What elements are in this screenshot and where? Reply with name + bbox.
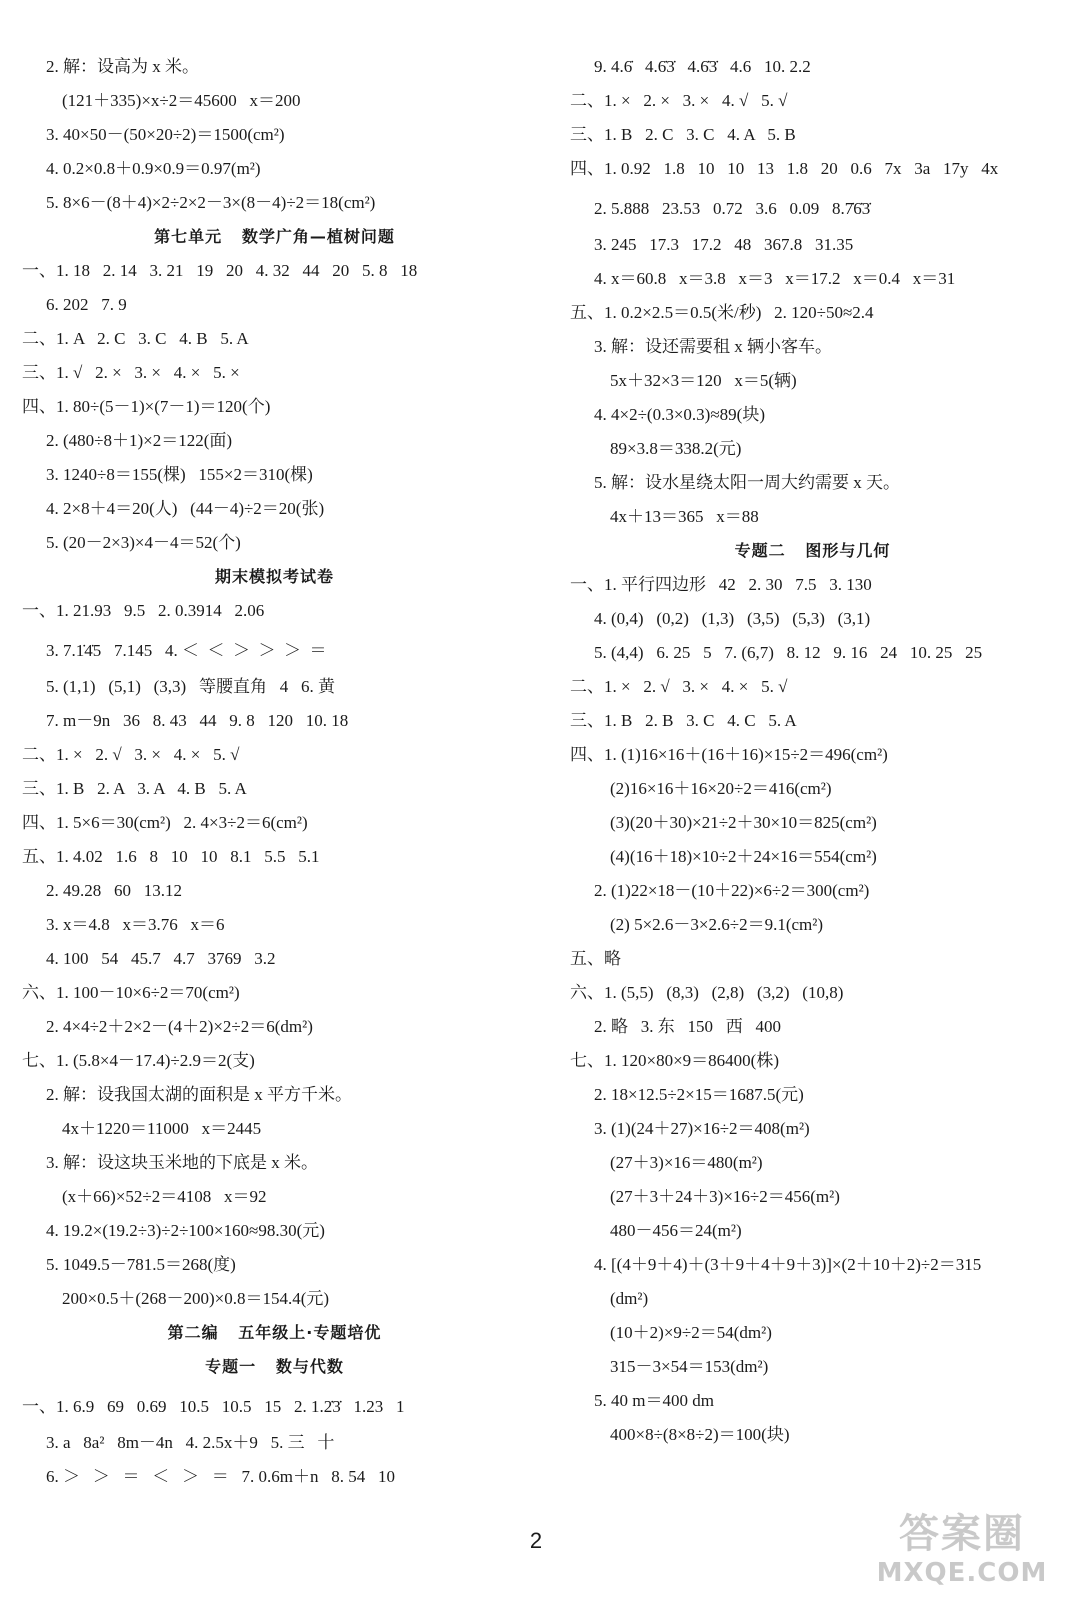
- answer-line: 2. (480÷8＋1)×2＝122(面): [46, 431, 233, 450]
- left-answer-column: [22, 50, 527, 1494]
- answer-line: 5. (20－2×3)×4－4＝52(个): [46, 533, 241, 552]
- answer-line: 四、1. (1)16×16＋(16＋16)×15÷2＝496(cm²): [570, 745, 888, 764]
- answer-line: 4. x＝60.8 x＝3.8 x＝3 x＝17.2 x＝0.4 x＝31: [594, 269, 956, 288]
- answer-line: 5. (1,1) (5,1) (3,3) 等腰直角 4 6. 黄: [46, 677, 335, 696]
- section-heading: 期末模拟考试卷: [214, 567, 334, 586]
- answer-line: (27＋3)×16＝480(m²): [610, 1153, 763, 1172]
- answer-line: 一、1. 21.93 9.5 2. 0.3914 2.06: [22, 601, 265, 620]
- answer-line: 2. (1)22×18－(10＋22)×6÷2＝300(cm²): [594, 881, 870, 900]
- answer-line: 3. 1240÷8＝155(棵) 155×2＝310(棵): [46, 465, 313, 484]
- answer-line: (x＋66)×52÷2＝4108 x＝92: [62, 1187, 267, 1206]
- answer-line: 2. 49.28 60 13.12: [46, 881, 182, 900]
- answer-line: 3. a 8a² 8m－4n 4. 2.5x＋9 5. 三 十: [46, 1433, 335, 1452]
- section-heading: 专题二 图形与几何: [734, 541, 891, 560]
- answer-line: 二、1. × 2. √ 3. × 4. × 5. √: [22, 745, 240, 764]
- answer-line: 4. 2×8＋4＝20(人) (44－4)÷2＝20(张): [46, 499, 325, 518]
- answer-line: 5. 1049.5－781.5＝268(度): [46, 1255, 236, 1274]
- answer-line: 4x＋1220＝11000 x＝2445: [62, 1119, 262, 1138]
- answer-line: (2)16×16＋16×20÷2＝416(cm²): [610, 779, 832, 798]
- answer-line: 3. (1)(24＋27)×16÷2＝408(m²): [594, 1119, 810, 1138]
- answer-line: 七、1. (5.8×4－17.4)÷2.9＝2(支): [22, 1051, 255, 1070]
- answer-line: 89×3.8＝338.2(元): [610, 439, 742, 458]
- answer-line: 3. 40×50－(50×20÷2)＝1500(cm²): [46, 125, 285, 144]
- answer-line: 七、1. 120×80×9＝86400(株): [570, 1051, 779, 1070]
- answer-line: 六、1. (5,5) (8,3) (2,8) (3,2) (10,8): [570, 983, 844, 1002]
- answer-line: 4. 4×2÷(0.3×0.3)≈89(块): [594, 405, 765, 424]
- answer-line: 3. x＝4.8 x＝3.76 x＝6: [46, 915, 225, 934]
- answer-line: 4x＋13＝365 x＝88: [610, 507, 759, 526]
- answer-line: 4. 19.2×(19.2÷3)÷2÷100×160≈98.30(元): [46, 1221, 325, 1240]
- answer-line: 4. (0,4) (0,2) (1,3) (3,5) (5,3) (3,1): [594, 609, 871, 628]
- answer-line: 5. 解：设水星绕太阳一周大约需要 x 天。: [594, 473, 900, 492]
- answer-line: 五、1. 4.02 1.6 8 10 10 8.1 5.5 5.1: [22, 847, 320, 866]
- answer-line: 5x＋32×3＝120 x＝5(辆): [610, 371, 797, 390]
- answer-line: (3)(20＋30)×21÷2＋30×10＝825(cm²): [610, 813, 877, 832]
- right-answer-column: [570, 50, 1055, 1452]
- answer-line: 315－3×54＝153(dm²): [610, 1357, 769, 1376]
- answer-line: 3. 7.1̇4̇5 7.145 4. ＜ ＜ ＞ ＞ ＞ ＝: [46, 641, 327, 660]
- answer-line: 3. 解：设这块玉米地的下底是 x 米。: [46, 1153, 318, 1172]
- page-number: 2: [529, 1528, 543, 1553]
- answer-line: 5. 8×6－(8＋4)×2÷2×2－3×(8－4)÷2＝18(cm²): [46, 193, 376, 212]
- answer-line: 6. ＞ ＞ ＝ ＜ ＞ ＝ 7. 0.6m＋n 8. 54 10: [46, 1467, 395, 1486]
- answer-line: 2. 4×4÷2＋2×2－(4＋2)×2÷2＝6(dm²): [46, 1017, 313, 1036]
- answer-line: 4. 0.2×0.8＋0.9×0.9＝0.97(m²): [46, 159, 261, 178]
- answer-line: (27＋3＋24＋3)×16÷2＝456(m²): [610, 1187, 840, 1206]
- answer-line: (121＋335)×x÷2＝45600 x＝200: [62, 91, 301, 110]
- watermark-logo: [862, 1510, 1062, 1596]
- answer-line: (2) 5×2.6－3×2.6÷2＝9.1(cm²): [610, 915, 824, 934]
- answer-line: 四、1. 5×6＝30(cm²) 2. 4×3÷2＝6(cm²): [22, 813, 308, 832]
- answer-line: 2. 解：设我国太湖的面积是 x 平方千米。: [46, 1085, 352, 1104]
- answer-line: 400×8÷(8×8÷2)＝100(块): [610, 1425, 790, 1444]
- answer-line: 2. 略 3. 东 150 西 400: [594, 1017, 781, 1036]
- answer-line: 2. 18×12.5÷2×15＝1687.5(元): [594, 1085, 804, 1104]
- answer-line: 一、1. 平行四边形 42 2. 30 7.5 3. 130: [570, 575, 872, 594]
- answer-line: 三、1. B 2. C 3. C 4. A 5. B: [570, 125, 796, 144]
- answer-line: (4)(16＋18)×10÷2＋24×16＝554(cm²): [610, 847, 877, 866]
- answer-line: 一、1. 6.9 69 0.69 10.5 10.5 15 2. 1.2̇3̇ 1.23 1: [22, 1397, 405, 1416]
- answer-line: 四、1. 0.92 1.8 10 10 13 1.8 20 0.6 7x 3a 17y 4x: [570, 159, 999, 178]
- answer-line: 6. 202 7. 9: [46, 295, 127, 314]
- answer-line: (10＋2)×9÷2＝54(dm²): [610, 1323, 772, 1342]
- section-heading: 第二编 五年级上·专题培优: [167, 1323, 382, 1342]
- answer-line: 2. 5.888 23.53 0.72 3.6 0.09 8.7̇6̇3̇: [594, 199, 871, 218]
- answer-line: 3. 245 17.3 17.2 48 367.8 31.35: [594, 235, 854, 254]
- answer-line: 二、1. A 2. C 3. C 4. B 5. A: [22, 329, 249, 348]
- section-heading: 第七单元 数学广角—植树问题: [154, 227, 395, 246]
- answer-line: (dm²): [610, 1289, 649, 1308]
- answer-line: 一、1. 18 2. 14 3. 21 19 20 4. 32 44 20 5. 8 18: [22, 261, 418, 280]
- answer-line: 六、1. 100－10×6÷2＝70(cm²): [22, 983, 240, 1002]
- answer-line: 二、1. × 2. × 3. × 4. √ 5. √: [570, 91, 788, 110]
- answer-line: 3. 解：设还需要租 x 辆小客车。: [594, 337, 832, 356]
- answer-line: 三、1. B 2. A 3. A 4. B 5. A: [22, 779, 247, 798]
- answer-line: 三、1. B 2. B 3. C 4. C 5. A: [570, 711, 797, 730]
- answer-line: 5. (4,4) 6. 25 5 7. (6,7) 8. 12 9. 16 24 10. 25 25: [594, 643, 983, 662]
- answer-line: 5. 40 m＝400 dm: [594, 1391, 714, 1410]
- answer-line: 480－456＝24(m²): [610, 1221, 742, 1240]
- answer-line: 200×0.5＋(268－200)×0.8＝154.4(元): [62, 1289, 330, 1308]
- answer-line: 4. 100 54 45.7 4.7 3769 3.2: [46, 949, 276, 968]
- answer-line: 五、1. 0.2×2.5＝0.5(米/秒) 2. 120÷50≈2.4: [570, 303, 874, 322]
- answer-line: 9. 4.6̇ 4.6̇3̇ 4.6̇3̇ 4.6 10. 2.2: [594, 57, 811, 76]
- watermark-title: 答案圈: [899, 1511, 1025, 1557]
- answer-line: 五、略: [570, 949, 621, 968]
- section-heading: 专题一 数与代数: [205, 1357, 344, 1376]
- answer-line: 三、1. √ 2. × 3. × 4. × 5. ×: [22, 363, 240, 382]
- watermark-url: MXQE.COM: [876, 1558, 1048, 1588]
- answer-line: 四、1. 80÷(5－1)×(7－1)＝120(个): [22, 397, 271, 416]
- answer-line: 7. m－9n 36 8. 43 44 9. 8 120 10. 18: [46, 711, 349, 730]
- answer-line: 2. 解：设高为 x 米。: [46, 57, 199, 76]
- answer-line: 4. [(4＋9＋4)＋(3＋9＋4＋9＋3)]×(2＋10＋2)÷2＝315: [594, 1255, 982, 1274]
- answer-line: 二、1. × 2. √ 3. × 4. × 5. √: [570, 677, 788, 696]
